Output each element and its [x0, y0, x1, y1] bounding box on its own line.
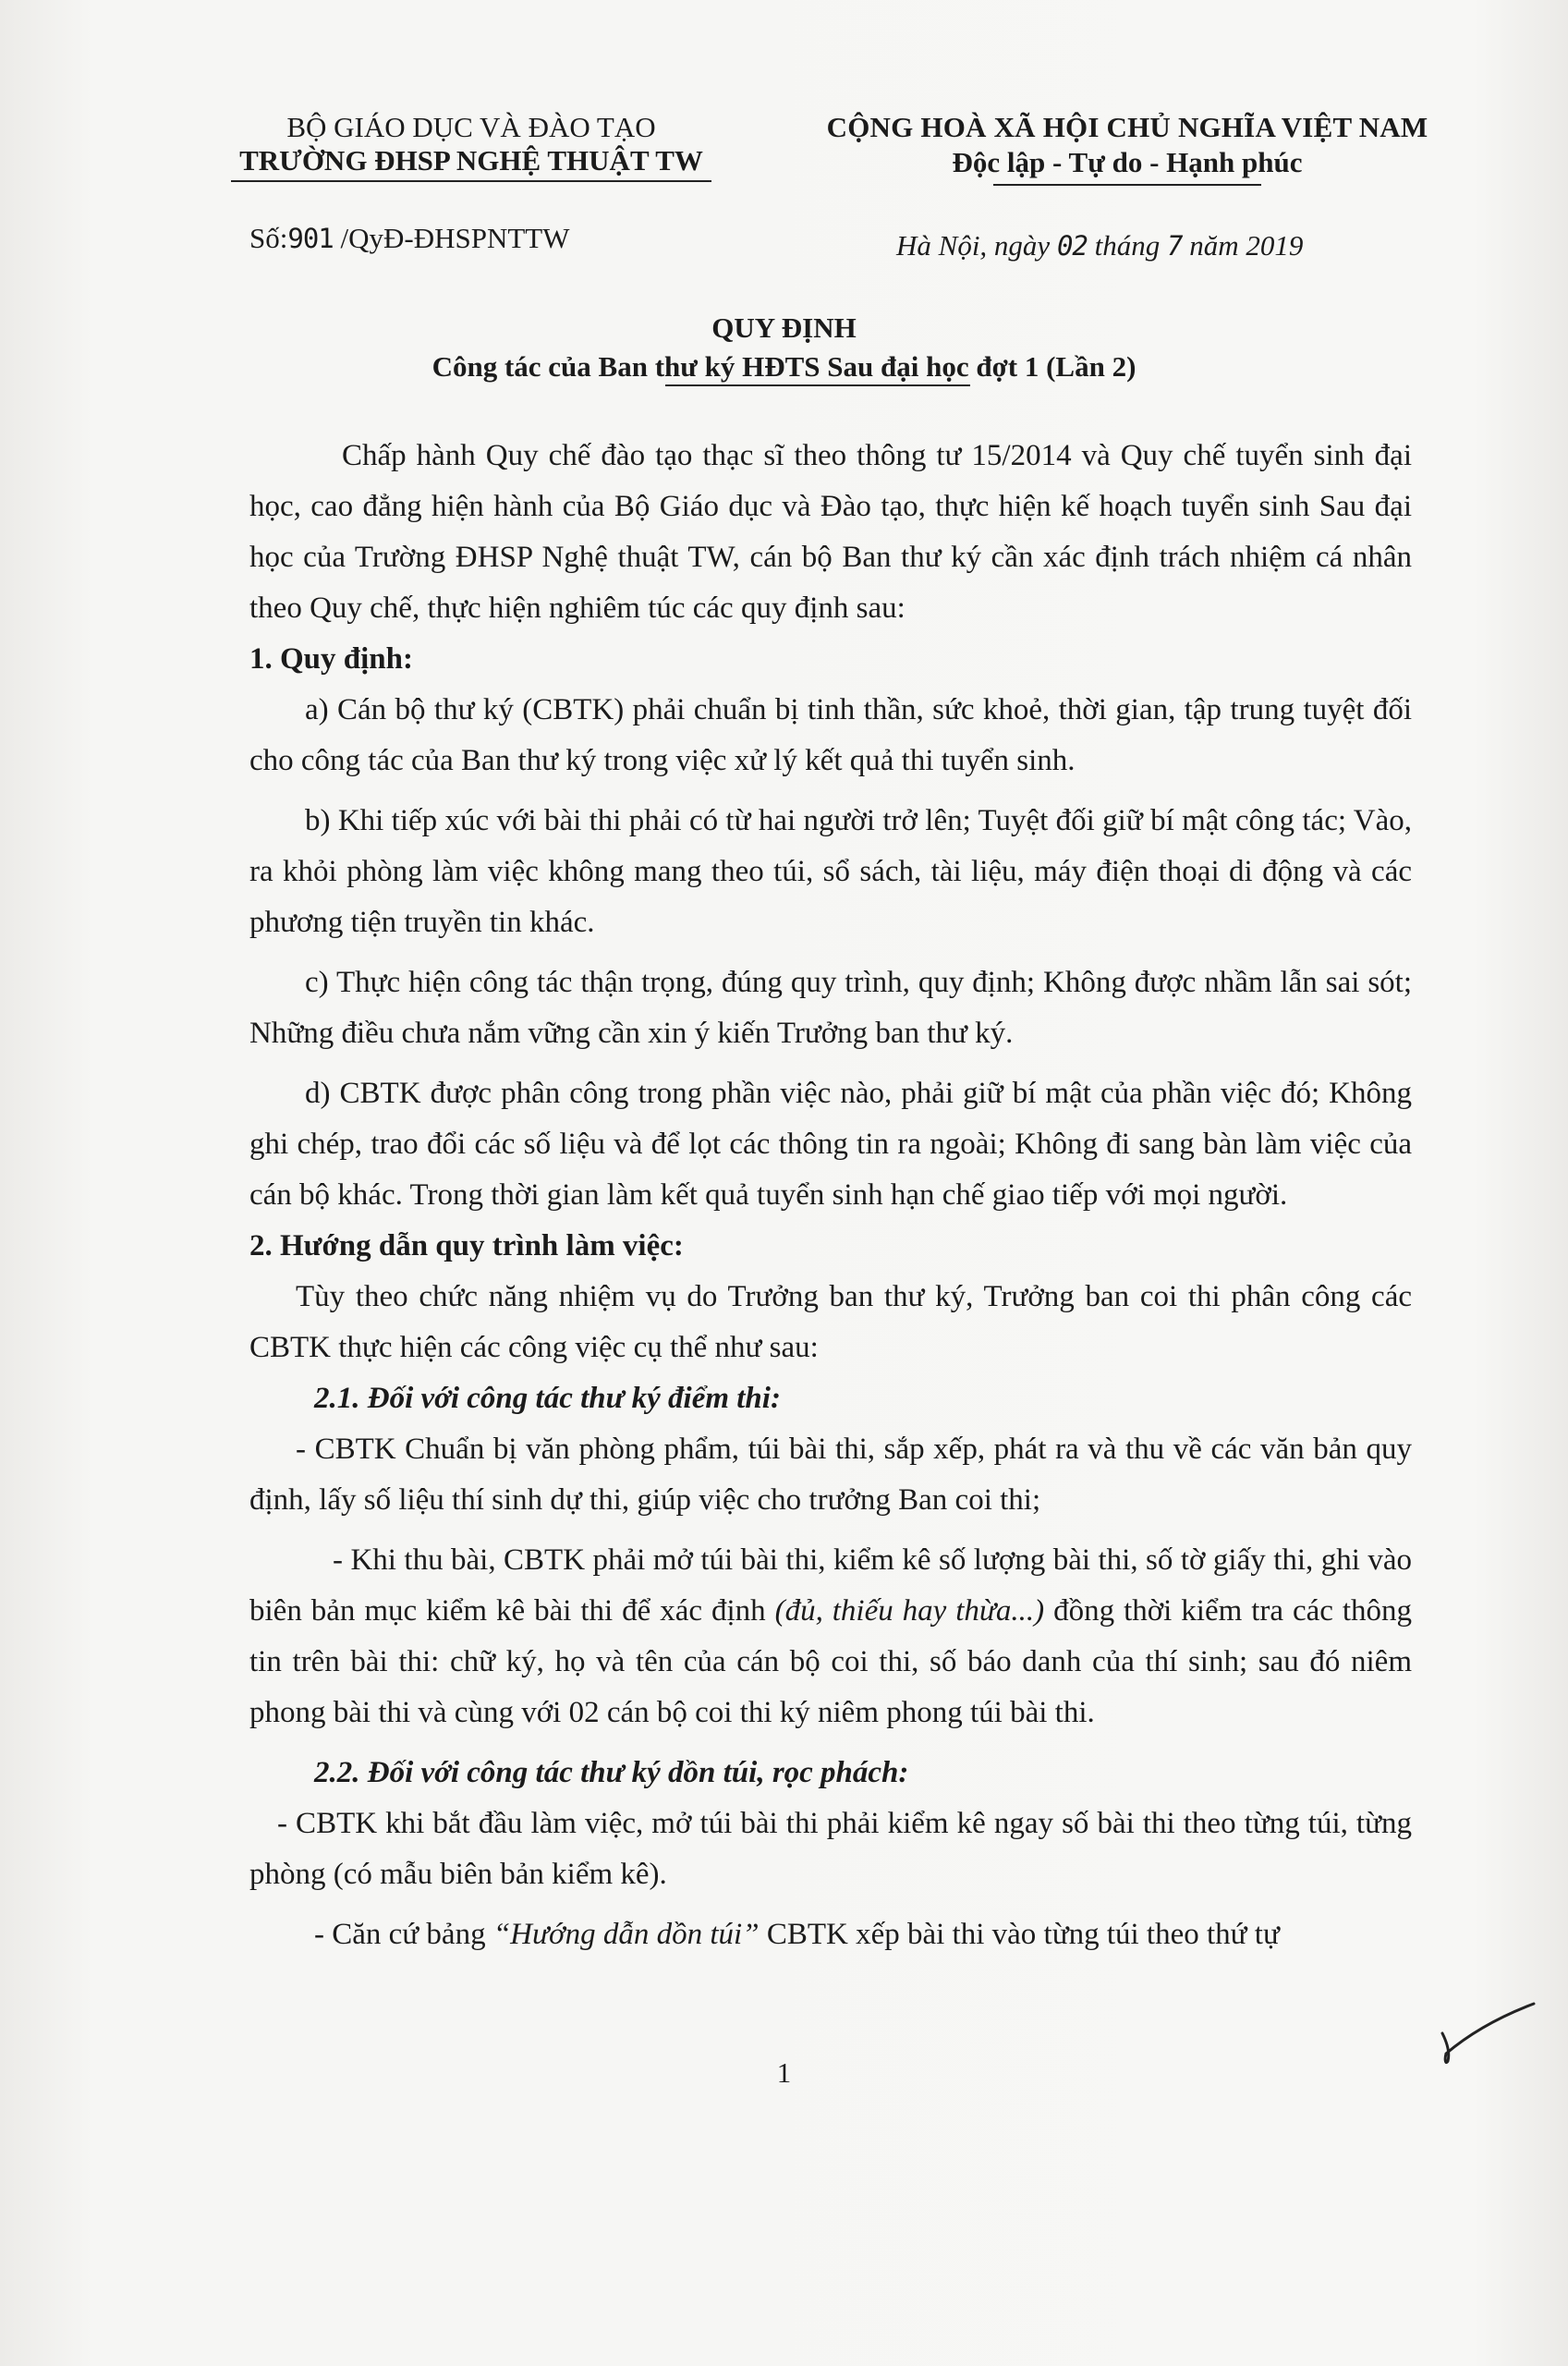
document-date	[896, 229, 1303, 262]
section-1-item-a: a) Cán bộ thư ký (CBTK) phải chuẩn bị tinh thần, sức khoẻ, thời gian, tập trung tuyệt đối cho công tác của Ban thư ký trong việc xử lý kết quả thi tuyển sinh.	[249, 693, 1412, 777]
date-day-handwritten: 02	[1056, 230, 1088, 262]
section-2-1-item-b-part-1: - Khi thu bài, CBTK phải mở túi bài thi, kiểm kê số lượng bài thi, số tờ giấy thi, ghi vào biên bản mục kiểm kê bài thi để xác định	[249, 1543, 1412, 1628]
section-2-1-item-a: - CBTK Chuẩn bị văn phòng phẩm, túi bài thi, sắp xếp, phát ra và thu về các văn bản quy định, lấy số liệu thí sinh dự thi, giúp việc cho trưởng Ban coi thi;	[249, 1433, 1412, 1517]
section-2-1-item-b-italic: (đủ, thiếu hay thừa...)	[774, 1594, 1045, 1628]
section-1-item-d: d) CBTK được phân công trong phần việc nào, phải giữ bí mật của phần việc đó; Không ghi chép, trao đổi các số liệu và để lọt các thông tin ra ngoài; Không đi sang bàn làm việc của cán bộ khác. Trong thời gian làm kết quả tuyển sinh hạn chế giao tiếp với mọi người.	[249, 1077, 1412, 1212]
document-title: QUY ĐỊNH	[711, 311, 857, 344]
section-2-1-heading: 2.1. Đối với công tác thư ký điểm thi:	[314, 1382, 781, 1415]
date-prefix: Hà Nội, ngày	[896, 229, 1057, 262]
section-2-2-item-b-part-2: CBTK xếp bài thi vào từng túi theo thứ tự	[759, 1918, 1280, 1951]
section-1-item-b: b) Khi tiếp xúc với bài thi phải có từ hai người trở lên; Tuyệt đối giữ bí mật công tác; Vào, ra khỏi phòng làm việc không mang theo túi, sổ sách, tài liệu, máy điện thoại di động và các phương tiện truyền tin khác.	[249, 804, 1412, 939]
page-number: 1	[776, 2056, 792, 2089]
document-subtitle: Công tác của Ban thư ký HĐTS Sau đại học đợt 1 (Lần 2)	[432, 350, 1136, 383]
ministry-name: BỘ GIÁO DỤC VÀ ĐÀO TẠO	[286, 111, 656, 143]
document-body	[249, 431, 1412, 1960]
national-motto: Độc lập - Tự do - Hạnh phúc	[952, 146, 1303, 178]
section-2-2-item-b-part-1: - Căn cứ bảng	[314, 1918, 493, 1951]
number-suffix: /QyĐ-ĐHSPNTTW	[333, 222, 570, 254]
date-suffix: năm 2019	[1182, 229, 1304, 262]
issuer-underline	[231, 180, 711, 182]
number-prefix: Số:	[249, 222, 288, 254]
document-number	[249, 222, 570, 255]
section-2-2-item-a: - CBTK khi bắt đầu làm việc, mở túi bài thi phải kiểm kê ngay số bài thi theo từng túi, từng phòng (có mẫu biên bản kiểm kê).	[249, 1807, 1412, 1891]
section-2-intro: Tùy theo chức năng nhiệm vụ do Trưởng ban thư ký, Trưởng ban coi thi phân công các CBTK thực hiện các công việc cụ thể như sau:	[249, 1280, 1412, 1364]
date-month-handwritten: 7	[1166, 230, 1183, 262]
document-header	[0, 111, 1568, 296]
section-1-heading: 1. Quy định:	[249, 642, 413, 676]
motto-underline	[993, 184, 1261, 186]
national-motto-block	[795, 111, 1460, 186]
section-2-1-item-b-part-2: đồng thời kiểm tra các thông tin trên bài thi: chữ ký, họ và tên của cán bộ coi thi, số báo danh của thí sinh; sau đó niêm phong bài thi và cùng với 02 cán bộ coi thi ký niêm phong túi bài thi.	[249, 1594, 1413, 1729]
title-block	[0, 309, 1568, 386]
issuer-block	[176, 111, 767, 182]
section-2-2-item-b	[249, 1909, 1412, 1960]
date-mid: tháng	[1087, 229, 1167, 262]
number-handwritten: 901	[287, 223, 334, 254]
republic-name: CỘNG HOÀ XÃ HỘI CHỦ NGHĨA VIỆT NAM	[826, 111, 1428, 143]
intro-paragraph: Chấp hành Quy chế đào tạo thạc sĩ theo thông tư 15/2014 và Quy chế tuyển sinh đại học, cao đẳng hiện hành của Bộ Giáo dục và Đào tạo, thực hiện kế hoạch tuyển sinh Sau đại học của Trường ĐHSP Nghệ thuật TW, cán bộ Ban thư ký cần xác định trách nhiệm cá nhân theo Quy chế, thực hiện nghiêm túc các quy định sau:	[249, 439, 1412, 625]
section-1-item-c: c) Thực hiện công tác thận trọng, đúng quy trình, quy định; Không được nhầm lẫn sai sót; Những điều chưa nắm vững cần xin ý kiến Trưởng ban thư ký.	[249, 966, 1412, 1050]
section-2-2-item-b-italic: “Hướng dẫn dồn túi”	[492, 1918, 760, 1951]
section-2-1-item-b	[249, 1535, 1412, 1738]
section-2-heading: 2. Hướng dẫn quy trình làm việc:	[249, 1229, 684, 1262]
section-2-2-heading: 2.2. Đối với công tác thư ký dồn túi, rọc phách:	[314, 1756, 909, 1789]
school-name: TRƯỜNG ĐHSP NGHỆ THUẬT TW	[239, 144, 703, 177]
